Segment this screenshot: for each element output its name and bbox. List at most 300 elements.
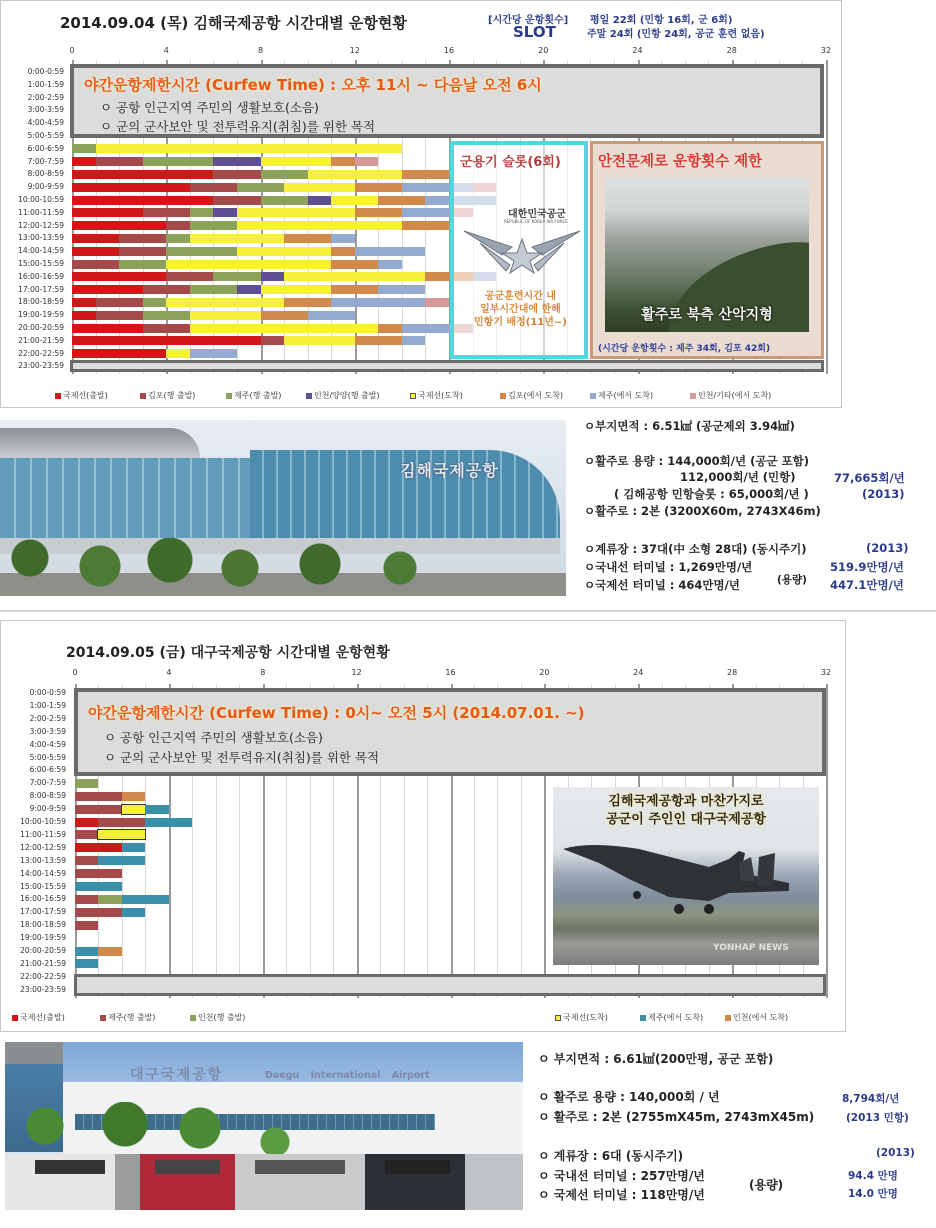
- y-tick-label: 7:00-7:59: [27, 156, 64, 166]
- gimhae-year2: (2013): [866, 541, 909, 555]
- bar-segment: [72, 196, 213, 205]
- curfew-bullet: ㅇ 공항 인근지역 주민의 생활보호(소음): [100, 100, 319, 115]
- legend-swatch: [640, 1015, 646, 1021]
- y-tick-label: 2:00-2:59: [27, 92, 64, 102]
- legend-swatch: [55, 393, 61, 399]
- bar-segment: [190, 208, 214, 217]
- bar-segment: [98, 856, 145, 865]
- y-tick-label: 23:00-23:59: [20, 984, 66, 994]
- bar-segment: [72, 272, 166, 281]
- bar-segment: [119, 260, 166, 269]
- gimhae-curfew-end-bar: [70, 360, 824, 372]
- bar-segment: [75, 908, 122, 917]
- daegu-international-actual: 14.0 만명: [848, 1188, 898, 1200]
- bar-segment: [378, 260, 402, 269]
- legend-swatch: [306, 393, 312, 399]
- y-tick-label: 8:00-8:59: [27, 169, 64, 179]
- y-tick-label: 3:00-3:59: [29, 726, 66, 736]
- legend-label: 인천/양양(행 출발): [314, 391, 380, 400]
- slot-label: [시간당 운항횟수]: [488, 15, 569, 26]
- gimhae-year1: (2013): [862, 487, 905, 501]
- legend-swatch: [190, 1015, 196, 1021]
- bar-segment: [98, 947, 121, 956]
- safety-footnote: (시간당 운항횟수 : 제주 34회, 김포 42회): [598, 344, 771, 354]
- gimhae-area: ㅇ부지면적 : 6.51㎢ (공군제외 3.94㎢): [584, 419, 795, 433]
- y-tick-label: 6:00-6:59: [27, 143, 64, 153]
- bar-segment: [213, 196, 260, 205]
- terrain-caption: 활주로 북측 산악지형: [641, 307, 773, 323]
- daegu-capacity-note: (용량): [749, 1178, 784, 1192]
- bar-segment: [143, 298, 167, 307]
- bar-segment: [378, 324, 402, 333]
- y-tick-label: 20:00-20:59: [20, 946, 66, 955]
- bar-segment: [355, 208, 402, 217]
- y-tick-label: 12:00-12:59: [18, 220, 64, 230]
- bar-segment: [72, 208, 143, 217]
- daegu-area: ㅇ 부지면적 : 6.61㎢(200만평, 공군 포함): [538, 1052, 774, 1066]
- bar-segment: [166, 298, 284, 307]
- legend-label: 제주(행 출발): [108, 1013, 156, 1022]
- legend-swatch: [590, 393, 596, 399]
- bar-segment: [96, 144, 402, 153]
- bar-segment: [96, 311, 143, 320]
- y-tick-label: 15:00-15:59: [18, 259, 64, 268]
- bar-segment: [119, 234, 166, 243]
- legend-item: [640, 1012, 703, 1023]
- bar-segment: [261, 272, 285, 281]
- bar-segment: [145, 805, 168, 814]
- y-tick-label: 17:00-17:59: [18, 284, 64, 294]
- photo-credit: YONHAP NEWS: [713, 943, 789, 953]
- bar-segment: [72, 183, 190, 192]
- daegu-runway-year: (2013 민항): [846, 1112, 909, 1124]
- photo-caption: [553, 793, 819, 829]
- bar-segment: [143, 285, 190, 294]
- y-tick-label: 14:00-14:59: [20, 868, 66, 878]
- daegu-curfew-box: [74, 688, 826, 776]
- bar-segment: [190, 349, 237, 358]
- y-tick-label: 8:00-8:59: [29, 791, 66, 801]
- slot-weekday: 평일 22회 (민항 16회, 군 6회): [590, 15, 733, 26]
- bar-segment: [72, 247, 119, 256]
- bar-segment: [190, 311, 261, 320]
- bar-segment: [119, 247, 166, 256]
- curfew-bullet: ㅇ 공항 인근지역 주민의 생활보호(소음): [104, 730, 323, 745]
- x-tick-label: 20: [539, 668, 550, 677]
- y-tick-label: 20:00-20:59: [18, 323, 64, 332]
- x-tick-label: 0: [69, 46, 75, 55]
- legend-swatch: [410, 393, 416, 399]
- legend-item: [725, 1012, 788, 1023]
- legend-swatch: [140, 393, 146, 399]
- x-tick-label: 24: [632, 46, 643, 55]
- daegu-international-terminal: ㅇ 국제선 터미널 : 118만명/년: [538, 1188, 705, 1202]
- bar-segment: [284, 298, 331, 307]
- bar-segment: [284, 234, 331, 243]
- y-tick-label: 16:00-16:59: [18, 271, 64, 281]
- daegu-runway-actual: 8,794회/년: [842, 1093, 900, 1105]
- legend-label: 국제선(도착): [418, 391, 463, 400]
- daegu-runway: ㅇ 활주로 : 2본 (2755mX45m, 2743mX45m): [538, 1110, 815, 1124]
- bar-segment: [75, 779, 98, 788]
- military-note-line: 공군훈련시간 내: [484, 291, 556, 302]
- bar-segment: [72, 157, 96, 166]
- daegu-domestic-terminal: ㅇ 국내선 터미널 : 257만명/년: [538, 1169, 705, 1183]
- bar-segment: [75, 818, 98, 827]
- gimhae-domestic-terminal: ㅇ국내선 터미널 : 1,269만명/년: [584, 560, 753, 574]
- bar-segment: [284, 272, 425, 281]
- bar-segment: [331, 196, 378, 205]
- bar-segment: [75, 792, 122, 801]
- bar-segment: [378, 196, 425, 205]
- x-tick-label: 4: [166, 668, 172, 677]
- bar-segment: [72, 349, 166, 358]
- bar-segment: [190, 183, 237, 192]
- bar-segment: [402, 324, 449, 333]
- section-divider: [0, 610, 936, 612]
- photo-caption-line: 김해국제공항과 마찬가지로: [608, 794, 764, 809]
- bar-segment: [237, 221, 402, 230]
- legend-label: 인천(행 출발): [198, 1013, 246, 1022]
- military-note-line: 민항기 배정(11년~): [474, 317, 567, 328]
- gimhae-civil-slot: ( 김해공항 민항슬롯 : 65,000회/년 ): [614, 487, 809, 501]
- daegu-airport-photo: [5, 1042, 523, 1210]
- legend-item: [500, 390, 563, 401]
- legend-item: [690, 390, 771, 401]
- bar-segment: [331, 298, 425, 307]
- bar-segment: [72, 170, 213, 179]
- x-tick-label: 12: [349, 46, 360, 55]
- legend-item: [226, 390, 281, 401]
- bar-segment: [261, 311, 308, 320]
- gimhae-international-actual: 447.1만명/년: [830, 578, 904, 592]
- air-force-emblem-icon: [462, 225, 582, 275]
- bar-segment: [402, 170, 449, 179]
- y-tick-label: 1:00-1:59: [29, 700, 66, 710]
- bar-segment: [166, 247, 237, 256]
- bar-segment: [331, 157, 355, 166]
- x-tick-label: 28: [726, 46, 737, 55]
- legend-item: [555, 1012, 608, 1023]
- x-tick-label: 8: [260, 668, 266, 677]
- bar-segment: [355, 157, 379, 166]
- y-tick-label: 3:00-3:59: [27, 105, 64, 115]
- bar-segment: [237, 247, 331, 256]
- bar-segment: [143, 208, 190, 217]
- bar-segment: [308, 196, 332, 205]
- bar-segment: [122, 908, 145, 917]
- legend-label: 국제선(도착): [563, 1013, 608, 1022]
- bar-segment: [122, 805, 145, 814]
- terminal-sign-en: Daegu International Airport: [265, 1070, 430, 1081]
- y-tick-label: 16:00-16:59: [20, 894, 66, 904]
- bar-segment: [75, 805, 122, 814]
- bar-segment: [166, 221, 190, 230]
- bar-segment: [355, 183, 402, 192]
- bar-segment: [75, 882, 122, 891]
- daegu-domestic-actual: 94.4 만명: [848, 1170, 898, 1182]
- bar-segment: [355, 336, 402, 345]
- legend-swatch: [12, 1015, 18, 1021]
- bar-segment: [402, 208, 449, 217]
- y-tick-label: 21:00-21:59: [18, 335, 64, 345]
- y-tick-label: 0:00-0:59: [29, 688, 66, 697]
- bar-segment: [331, 260, 378, 269]
- curfew-bullet: ㅇ 군의 군사보안 및 전투력유지(취침)를 위한 목적: [100, 119, 376, 134]
- y-tick-label: 4:00-4:59: [27, 118, 64, 128]
- y-tick-label: 9:00-9:59: [29, 804, 66, 814]
- legend-item: [410, 390, 463, 401]
- fighter-jet-photo: [553, 787, 819, 965]
- legend-swatch: [100, 1015, 106, 1021]
- bar-segment: [284, 183, 355, 192]
- trees: [5, 1102, 523, 1162]
- slot-weekend: 주말 24회 (민항 24회, 공군 훈련 없음): [587, 29, 765, 40]
- grid-line: [826, 60, 828, 374]
- y-tick-label: 18:00-18:59: [18, 297, 64, 307]
- bar-segment: [75, 947, 98, 956]
- bar-segment: [308, 170, 402, 179]
- curfew-title: 야간운항제한시간 (Curfew Time) : 오후 11시 ~ 다음날 오전 6시: [84, 76, 542, 94]
- terminal-glass-left: [0, 458, 250, 540]
- y-tick-label: 22:00-22:59: [18, 348, 64, 358]
- car-windows: [5, 1160, 523, 1174]
- military-note: [474, 290, 567, 329]
- bar-segment: [308, 311, 355, 320]
- daegu-curfew-end-bar: [74, 974, 826, 996]
- y-tick-label: 19:00-19:59: [20, 933, 66, 943]
- x-tick-label: 28: [727, 668, 738, 677]
- bar-segment: [75, 830, 98, 839]
- rokaf-logo-sub: REPUBLIC OF KOREA AIR FORCE: [504, 219, 568, 224]
- bar-segment: [190, 234, 284, 243]
- bar-segment: [261, 196, 308, 205]
- legend-swatch: [725, 1015, 731, 1021]
- gimhae-title: 2014.09.04 (목) 김해국제공항 시간대별 운항현황: [60, 14, 407, 32]
- safety-limit-box: [590, 141, 824, 359]
- grid-line: [826, 684, 828, 998]
- x-tick-label: 32: [820, 46, 832, 55]
- bar-segment: [213, 208, 237, 217]
- y-tick-label: 10:00-10:59: [20, 817, 66, 826]
- bar-segment: [261, 157, 332, 166]
- daegu-title: 2014.09.05 (금) 대구국제공항 시간대별 운항현황: [66, 645, 390, 661]
- bar-segment: [261, 285, 332, 294]
- y-tick-label: 17:00-17:59: [20, 907, 66, 917]
- bar-segment: [75, 895, 98, 904]
- y-tick-label: 13:00-13:59: [18, 233, 64, 243]
- military-slot-box: [450, 141, 588, 359]
- legend-swatch: [555, 1015, 561, 1021]
- y-tick-label: 11:00-11:59: [18, 207, 64, 217]
- bar-segment: [190, 324, 379, 333]
- bar-segment: [98, 818, 145, 827]
- gimhae-runway-capacity-civil: 112,000회/년 (민항): [680, 470, 796, 484]
- bar-segment: [213, 170, 260, 179]
- bar-segment: [237, 208, 355, 217]
- bar-segment: [96, 298, 143, 307]
- bar-segment: [213, 272, 260, 281]
- legend-item: [55, 390, 108, 401]
- legend-item: [190, 1012, 245, 1023]
- gimhae-runway-actual: 77,665회/년: [834, 471, 905, 485]
- bar-segment: [166, 272, 213, 281]
- y-tick-label: 12:00-12:59: [20, 842, 66, 852]
- y-tick-label: 11:00-11:59: [20, 829, 66, 839]
- legend-label: 국제선(출발): [20, 1013, 65, 1022]
- bar-segment: [75, 921, 98, 930]
- gimhae-apron: ㅇ계류장 : 37대(中 소형 28대) (동시주기): [584, 542, 807, 556]
- bar-segment: [143, 324, 190, 333]
- bar-segment: [355, 247, 426, 256]
- photo-caption-line: 공군이 주인인 대구국제공항: [606, 812, 766, 827]
- y-tick-label: 15:00-15:59: [20, 881, 66, 891]
- y-tick-label: 6:00-6:59: [29, 765, 66, 775]
- legend-label: 제주(행 출발): [234, 391, 282, 400]
- y-tick-label: 13:00-13:59: [20, 855, 66, 865]
- legend-item: [590, 390, 653, 401]
- bar-segment: [72, 311, 96, 320]
- legend-label: 김포(에서 도착): [508, 391, 564, 400]
- y-tick-label: 18:00-18:59: [20, 920, 66, 930]
- legend-item: [140, 390, 195, 401]
- gimhae-international-terminal: ㅇ국제선 터미널 : 464만명/년: [584, 578, 740, 592]
- x-tick-label: 32: [820, 668, 832, 677]
- x-tick-label: 20: [538, 46, 549, 55]
- bar-segment: [261, 336, 285, 345]
- daegu-apron: ㅇ 계류장 : 6대 (동시주기): [538, 1149, 684, 1163]
- y-tick-label: 7:00-7:59: [29, 778, 66, 788]
- bar-segment: [378, 285, 425, 294]
- bar-segment: [213, 157, 260, 166]
- bar-segment: [122, 895, 169, 904]
- y-tick-label: 10:00-10:59: [18, 195, 64, 204]
- bar-segment: [237, 285, 261, 294]
- bar-segment: [190, 285, 237, 294]
- y-tick-label: 1:00-1:59: [27, 79, 64, 89]
- safety-limit-title: 안전문제로 운항횟수 제한: [598, 154, 763, 170]
- x-tick-label: 16: [445, 668, 456, 677]
- y-tick-label: 0:00-0:59: [27, 67, 64, 76]
- curfew-title: 야간운항제한시간 (Curfew Time) : 0시~ 오전 5시 (2014.07.01. ~): [88, 704, 585, 722]
- legend-label: 김포(행 출발): [148, 391, 196, 400]
- bar-segment: [98, 830, 145, 839]
- y-tick-label: 5:00-5:59: [27, 131, 64, 140]
- legend-swatch: [226, 393, 232, 399]
- x-tick-label: 0: [72, 668, 78, 677]
- slot-word: SLOT: [513, 23, 556, 41]
- y-tick-label: 5:00-5:59: [29, 752, 66, 762]
- bar-segment: [331, 247, 355, 256]
- bar-segment: [122, 843, 145, 852]
- bar-segment: [166, 234, 190, 243]
- terminal-sign: 김해국제공항: [400, 461, 499, 480]
- military-note-line: 일부시간대에 한해: [480, 304, 561, 315]
- bar-segment: [331, 234, 355, 243]
- bar-segment: [402, 221, 449, 230]
- bar-segment: [72, 324, 143, 333]
- bar-segment: [72, 298, 96, 307]
- terminal-roof: [0, 428, 200, 458]
- bar-segment: [98, 895, 121, 904]
- bar-segment: [143, 311, 190, 320]
- x-tick-label: 8: [257, 46, 264, 55]
- x-tick-label: 16: [443, 46, 455, 55]
- daegu-runway-capacity: ㅇ 활주로 용량 : 140,000회 / 년: [538, 1090, 720, 1104]
- bar-segment: [122, 792, 145, 801]
- bar-segment: [96, 157, 143, 166]
- daegu-year: (2013): [876, 1147, 915, 1159]
- x-tick-label: 12: [351, 668, 362, 677]
- gimhae-runway-capacity: ㅇ활주로 용량 : 144,000회/년 (공군 포함): [584, 454, 810, 468]
- bar-segment: [190, 221, 237, 230]
- y-tick-label: 2:00-2:59: [29, 713, 66, 723]
- bar-segment: [75, 856, 98, 865]
- gimhae-airport-photo: [0, 420, 566, 596]
- rokaf-logo-text: 대한민국공군: [508, 209, 566, 220]
- bar-segment: [75, 869, 122, 878]
- bar-segment: [72, 260, 119, 269]
- bar-segment: [166, 260, 331, 269]
- bar-segment: [72, 234, 119, 243]
- trees: [0, 538, 566, 596]
- bar-segment: [72, 336, 261, 345]
- fighter-jet-icon: [559, 837, 815, 927]
- bar-segment: [72, 144, 96, 153]
- x-tick-label: 4: [163, 46, 169, 55]
- x-tick-label: 24: [633, 668, 644, 677]
- bar-segment: [425, 298, 449, 307]
- y-tick-label: 21:00-21:59: [20, 958, 66, 968]
- terminal-sign-kr: 대구국제공항: [130, 1067, 224, 1083]
- legend-item: [12, 1012, 65, 1023]
- bar-segment: [75, 843, 122, 852]
- bar-segment: [143, 157, 214, 166]
- curfew-bullet: ㅇ 군의 군사보안 및 전투력유지(취침)를 위한 목적: [104, 750, 380, 765]
- bar-segment: [261, 170, 308, 179]
- military-slot-title: 군용기 슬롯(6회): [460, 155, 561, 170]
- legend-item: [306, 390, 380, 401]
- gimhae-runway: ㅇ활주로 : 2본 (3200X60m, 2743X46m): [584, 504, 821, 518]
- bar-segment: [402, 336, 426, 345]
- y-tick-label: 23:00-23:59: [18, 361, 64, 371]
- gimhae-capacity-note: (용량): [777, 574, 807, 586]
- legend-swatch: [500, 393, 506, 399]
- legend-swatch: [690, 393, 696, 399]
- legend-label: 제주(에서 도착): [598, 391, 654, 400]
- mountain-terrain-photo: [605, 178, 809, 332]
- legend-label: 제주(에서 도착): [648, 1013, 704, 1022]
- y-tick-label: 9:00-9:59: [27, 182, 64, 192]
- legend-label: 국제선(출발): [63, 391, 108, 400]
- gimhae-domestic-actual: 519.9만명/년: [830, 560, 904, 574]
- bar-segment: [72, 221, 166, 230]
- y-tick-label: 19:00-19:59: [18, 310, 64, 320]
- y-tick-label: 22:00-22:59: [20, 971, 66, 981]
- y-tick-label: 14:00-14:59: [18, 246, 64, 256]
- bar-segment: [75, 959, 98, 968]
- bar-segment: [331, 285, 378, 294]
- legend-item: [100, 1012, 155, 1023]
- bar-segment: [145, 818, 192, 827]
- bar-segment: [284, 336, 355, 345]
- bar-segment: [237, 183, 284, 192]
- bar-segment: [72, 285, 143, 294]
- bar-segment: [166, 349, 190, 358]
- legend-label: 인천/기타(에서 도착): [698, 391, 772, 400]
- legend-label: 인천(에서 도착): [733, 1013, 789, 1022]
- gimhae-curfew-box: [70, 64, 824, 138]
